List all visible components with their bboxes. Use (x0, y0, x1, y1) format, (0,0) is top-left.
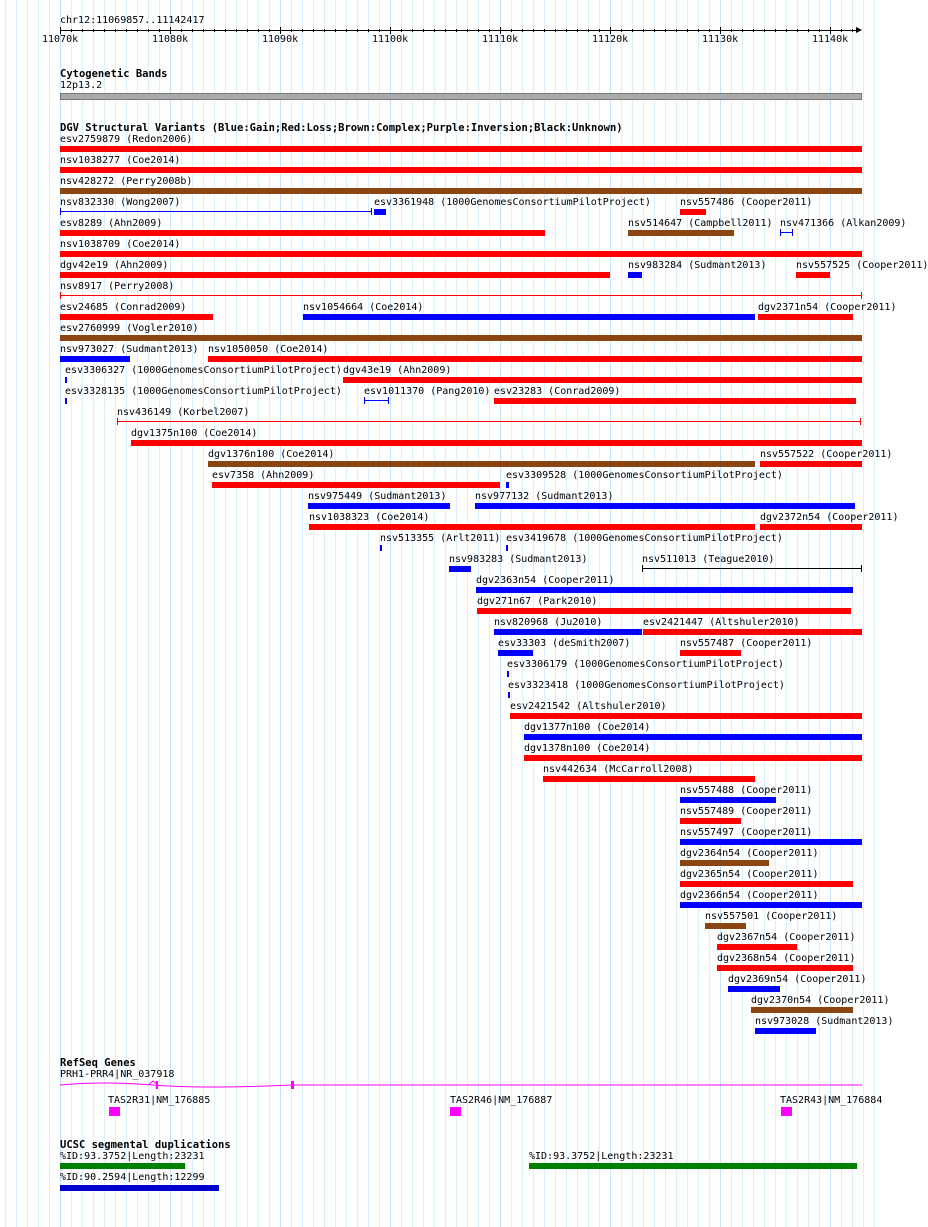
ruler-minor-tick (467, 29, 468, 32)
ruler-minor-tick (181, 29, 182, 32)
variant-label: dgv2370n54 (Cooper2011) (751, 995, 890, 1006)
ruler-minor-tick (247, 29, 248, 32)
variant-label: nsv1038323 (Coe2014) (309, 512, 430, 523)
variant-bar (510, 713, 862, 719)
grid-line (445, 0, 446, 1227)
variant-bar (303, 314, 755, 320)
ruler-minor-tick (368, 29, 369, 32)
variant-label: nsv983284 (Sudmant2013) (628, 260, 767, 271)
ruler-minor-tick (423, 29, 424, 32)
ruler-minor-tick (82, 29, 83, 32)
variant-label: dgv2371n54 (Cooper2011) (758, 302, 897, 313)
variant-label: nsv557488 (Cooper2011) (680, 785, 813, 796)
variant-label: nsv513355 (Arlt2011) (380, 533, 501, 544)
variant-label: nsv557525 (Cooper2011) (796, 260, 928, 271)
variant-bar (680, 818, 741, 824)
variant-label: esv3419678 (1000GenomesConsortiumPilotProject) (506, 533, 783, 544)
ruler-minor-tick (324, 29, 325, 32)
ruler-minor-tick (852, 29, 853, 32)
variant-bar (380, 545, 382, 551)
gene-label-tas2r43: TAS2R43|NM_176884 (780, 1095, 883, 1106)
grid-line (225, 0, 226, 1227)
grid-line (49, 0, 50, 1227)
variant-label: nsv557522 (Cooper2011) (760, 449, 893, 460)
ruler-minor-tick (533, 29, 534, 32)
variant-bar (65, 398, 67, 404)
ruler-minor-tick (786, 29, 787, 32)
variant-bar (117, 421, 861, 422)
ruler-minor-tick (302, 29, 303, 32)
ruler-minor-tick (632, 29, 633, 32)
ruler-tick-label: 11110k (482, 34, 519, 45)
variant-label: esv3328135 (1000GenomesConsortiumPilotProject) (65, 386, 342, 397)
variant-label: esv33303 (deSmith2007) (498, 638, 631, 649)
ruler-minor-tick (621, 29, 622, 32)
variant-label: dgv2372n54 (Cooper2011) (760, 512, 899, 523)
variant-label: dgv2367n54 (Cooper2011) (717, 932, 856, 943)
variant-label: nsv442634 (McCarroll2008) (543, 764, 694, 775)
variant-label: dgv2368n54 (Cooper2011) (717, 953, 856, 964)
ruler-tick (610, 27, 611, 34)
grid-line (27, 0, 28, 1227)
variant-label: esv2759879 (Redon2006) (60, 134, 193, 145)
ruler-minor-tick (335, 29, 336, 32)
ruler-tick-label: 11080k (152, 34, 189, 45)
variant-label: nsv973027 (Sudmant2013) (60, 344, 199, 355)
ruler-minor-tick (126, 29, 127, 32)
ruler-minor-tick (555, 29, 556, 32)
variant-bar (343, 377, 862, 383)
variant-label: nsv8917 (Perry2008) (60, 281, 175, 292)
ruler-tick (60, 27, 61, 34)
ruler-minor-tick (588, 29, 589, 32)
variant-bar (796, 272, 830, 278)
variant-bar (60, 251, 862, 257)
segdup-title: UCSC segmental duplications (60, 1139, 231, 1151)
ruler-minor-tick (412, 29, 413, 32)
ruler-minor-tick (93, 29, 94, 32)
ruler-minor-tick (115, 29, 116, 32)
variant-bar (507, 671, 509, 677)
variant-bar (477, 608, 851, 614)
variant-label: nsv557486 (Cooper2011) (680, 197, 813, 208)
grid-line (258, 0, 259, 1227)
segdup-label: %ID:90.2594|Length:12299 (60, 1172, 205, 1183)
variant-label: esv7358 (Ahn2009) (212, 470, 315, 481)
variant-bar (680, 881, 853, 887)
ruler-tick (830, 27, 831, 34)
segdup-label: %ID:93.3752|Length:23231 (529, 1151, 674, 1162)
ruler-minor-tick (269, 29, 270, 32)
variant-label: nsv1054664 (Coe2014) (303, 302, 424, 313)
variant-bar (628, 272, 642, 278)
variant-bar (628, 230, 734, 236)
variant-label: dgv2366n54 (Cooper2011) (680, 890, 819, 901)
variant-bar (760, 524, 862, 530)
ruler-minor-tick (522, 29, 523, 32)
variant-label: esv2421447 (Altshuler2010) (643, 617, 800, 628)
ruler-minor-tick (225, 29, 226, 32)
ruler-minor-tick (698, 29, 699, 32)
segdup-bar[interactable] (60, 1185, 219, 1191)
variant-label: dgv2363n54 (Cooper2011) (476, 575, 615, 586)
variant-label: dgv42e19 (Ahn2009) (60, 260, 169, 271)
variant-bar (364, 400, 389, 401)
ruler-minor-tick (665, 29, 666, 32)
ruler-tick-label: 11090k (262, 34, 299, 45)
segdup-bar[interactable] (529, 1163, 857, 1169)
ruler-minor-tick (434, 29, 435, 32)
variant-label: dgv1377n100 (Coe2014) (524, 722, 651, 733)
variant-bar (760, 461, 862, 467)
variant-bar (60, 356, 130, 362)
ruler-arrow (856, 27, 862, 33)
variant-bar (208, 461, 755, 467)
ruler-minor-tick (731, 29, 732, 32)
ruler-minor-tick (577, 29, 578, 32)
variant-bar (475, 503, 855, 509)
variant-bar (498, 650, 533, 656)
variant-bar (374, 209, 386, 215)
variant-bar (449, 566, 471, 572)
grid-line (203, 0, 204, 1227)
ruler-minor-tick (742, 29, 743, 32)
ruler-minor-tick (159, 29, 160, 32)
variant-label: nsv1038277 (Coe2014) (60, 155, 181, 166)
grid-line (368, 0, 369, 1227)
variant-label: nsv1038709 (Coe2014) (60, 239, 181, 250)
variant-label: nsv557501 (Cooper2011) (705, 911, 838, 922)
variant-bar (494, 398, 856, 404)
dgv-title: DGV Structural Variants (Blue:Gain;Red:Loss;Brown:Complex;Purple:Inversion;Black:Unknown) (60, 122, 623, 134)
variant-label: nsv471366 (Alkan2009) (780, 218, 907, 229)
variant-label: nsv557497 (Cooper2011) (680, 827, 813, 838)
refseq-title: RefSeq Genes (60, 1057, 136, 1069)
grid-line (852, 0, 853, 1227)
ruler-minor-tick (137, 29, 138, 32)
variant-bar (680, 860, 769, 866)
variant-bar (758, 314, 853, 320)
variant-bar (643, 629, 862, 635)
gene-label-prh1-prr4: PRH1-PRR4|NR_037918 (60, 1069, 175, 1080)
gene-tas2r31[interactable] (109, 1107, 120, 1116)
variant-bar (717, 965, 853, 971)
variant-bar (705, 923, 746, 929)
variant-bar (309, 524, 755, 530)
ruler-tick-label: 11140k (812, 34, 849, 45)
variant-bar (680, 650, 741, 656)
variant-label: esv3323418 (1000GenomesConsortiumPilotProject) (508, 680, 785, 691)
ruler-minor-tick (654, 29, 655, 32)
grid-line (269, 0, 270, 1227)
variant-label: nsv975449 (Sudmant2013) (308, 491, 447, 502)
grid-line (390, 0, 391, 1227)
ruler-minor-tick (236, 29, 237, 32)
variant-bar (60, 211, 372, 212)
region-label: chr12:11069857..11142417 (60, 15, 205, 26)
variant-label: nsv514647 (Campbell2011) (628, 218, 773, 229)
ruler-minor-tick (489, 29, 490, 32)
variant-bar (506, 545, 508, 551)
ruler-minor-tick (401, 29, 402, 32)
ruler-minor-tick (687, 29, 688, 32)
variant-label: esv2421542 (Altshuler2010) (510, 701, 667, 712)
variant-label: nsv820968 (Ju2010) (494, 617, 603, 628)
variant-bar (60, 272, 610, 278)
ruler-minor-tick (71, 29, 72, 32)
variant-label: esv3306327 (1000GenomesConsortiumPilotProject) (65, 365, 342, 376)
grid-line (357, 0, 358, 1227)
ruler-minor-tick (104, 29, 105, 32)
ruler-minor-tick (258, 29, 259, 32)
ruler-tick-label: 11100k (372, 34, 409, 45)
grid-line (401, 0, 402, 1227)
ruler-minor-tick (808, 29, 809, 32)
grid-line (456, 0, 457, 1227)
ruler-minor-tick (346, 29, 347, 32)
gene-prh1-prr4-structure (58, 1078, 864, 1094)
grid-line (302, 0, 303, 1227)
variant-label: nsv436149 (Korbel2007) (117, 407, 250, 418)
ruler-minor-tick (775, 29, 776, 32)
ruler-tick (500, 27, 501, 34)
variant-bar (524, 734, 862, 740)
ruler-minor-tick (478, 29, 479, 32)
grid-line (16, 0, 17, 1227)
ruler-minor-tick (709, 29, 710, 32)
grid-line (434, 0, 435, 1227)
cytoband-label: 12p13.2 (60, 80, 103, 91)
ruler-minor-tick (214, 29, 215, 32)
ruler-minor-tick (456, 29, 457, 32)
cytoband-bar[interactable] (60, 93, 862, 100)
variant-bar (60, 146, 862, 152)
variant-bar (308, 503, 450, 509)
variant-bar (65, 377, 67, 383)
variant-label: esv2760999 (Vogler2010) (60, 323, 199, 334)
ruler-tick-label: 11130k (702, 34, 739, 45)
variant-label: nsv428272 (Perry2008b) (60, 176, 193, 187)
variant-label: nsv511013 (Teague2010) (642, 554, 775, 565)
variant-bar (60, 167, 862, 173)
ruler-tick-label: 11120k (592, 34, 629, 45)
variant-bar (680, 902, 862, 908)
variant-label: dgv43e19 (Ahn2009) (343, 365, 452, 376)
variant-bar (780, 232, 793, 233)
variant-bar (506, 482, 509, 488)
grid-line (346, 0, 347, 1227)
variant-label: nsv973028 (Sudmant2013) (755, 1016, 894, 1027)
grid-line (324, 0, 325, 1227)
ruler-minor-tick (841, 29, 842, 32)
variant-label: dgv271n67 (Park2010) (477, 596, 598, 607)
grid-line (335, 0, 336, 1227)
cytoband-title: Cytogenetic Bands (60, 68, 168, 80)
grid-line (874, 0, 875, 1227)
variant-bar (680, 797, 776, 803)
variant-label: esv3361948 (1000GenomesConsortiumPilotProject) (374, 197, 651, 208)
variant-bar (494, 629, 642, 635)
ruler-minor-tick (599, 29, 600, 32)
ruler-minor-tick (203, 29, 204, 32)
segdup-label: %ID:93.3752|Length:23231 (60, 1151, 205, 1162)
variant-bar (131, 440, 862, 446)
variant-label: nsv977132 (Sudmant2013) (475, 491, 614, 502)
variant-label: esv24685 (Conrad2009) (60, 302, 187, 313)
ruler-minor-tick (544, 29, 545, 32)
variant-label: esv3306179 (1000GenomesConsortiumPilotProject) (507, 659, 784, 670)
grid-line (863, 0, 864, 1227)
grid-line (412, 0, 413, 1227)
grid-line (291, 0, 292, 1227)
variant-label: dgv1375n100 (Coe2014) (131, 428, 258, 439)
variant-bar (60, 295, 862, 296)
ruler-minor-tick (753, 29, 754, 32)
ruler-minor-tick (676, 29, 677, 32)
gene-label-tas2r31: TAS2R31|NM_176885 (108, 1095, 211, 1106)
variant-label: dgv2364n54 (Cooper2011) (680, 848, 819, 859)
grid-line (236, 0, 237, 1227)
grid-line (467, 0, 468, 1227)
gene-tas2r46[interactable] (450, 1107, 461, 1116)
grid-line (5, 0, 6, 1227)
variant-label: nsv557489 (Cooper2011) (680, 806, 813, 817)
grid-line (423, 0, 424, 1227)
variant-bar (476, 587, 853, 593)
variant-label: dgv1376n100 (Coe2014) (208, 449, 335, 460)
ruler-minor-tick (379, 29, 380, 32)
variant-label: nsv1050050 (Coe2014) (208, 344, 329, 355)
variant-bar (212, 482, 500, 488)
grid-line (313, 0, 314, 1227)
grid-line (38, 0, 39, 1227)
variant-bar (751, 1007, 853, 1013)
variant-label: dgv2365n54 (Cooper2011) (680, 869, 819, 880)
ruler-minor-tick (313, 29, 314, 32)
ruler-minor-tick (764, 29, 765, 32)
ruler-tick (280, 27, 281, 34)
variant-label: esv1011370 (Pang2010) (364, 386, 491, 397)
ruler-tick (390, 27, 391, 34)
ruler-tick-label: 11070k (42, 34, 79, 45)
ruler-tick (170, 27, 171, 34)
variant-bar (60, 335, 862, 341)
ruler-minor-tick (643, 29, 644, 32)
grid-line (214, 0, 215, 1227)
segdup-bar[interactable] (60, 1163, 185, 1169)
variant-bar (642, 568, 862, 569)
variant-label: esv8289 (Ahn2009) (60, 218, 163, 229)
variant-bar (755, 1028, 816, 1034)
variant-bar (208, 356, 862, 362)
ruler-minor-tick (819, 29, 820, 32)
ruler-minor-tick (566, 29, 567, 32)
variant-bar (60, 314, 213, 320)
ruler-minor-tick (192, 29, 193, 32)
variant-label: esv23283 (Conrad2009) (494, 386, 621, 397)
variant-label: dgv2369n54 (Cooper2011) (728, 974, 867, 985)
variant-label: esv3309528 (1000GenomesConsortiumPilotProject) (506, 470, 783, 481)
ruler-minor-tick (291, 29, 292, 32)
variant-bar (524, 755, 862, 761)
gene-tas2r43[interactable] (781, 1107, 792, 1116)
variant-bar (60, 188, 862, 194)
variant-bar (543, 776, 755, 782)
gene-label-tas2r46: TAS2R46|NM_176887 (450, 1095, 553, 1106)
ruler-minor-tick (797, 29, 798, 32)
ruler-minor-tick (511, 29, 512, 32)
variant-label: dgv1378n100 (Coe2014) (524, 743, 651, 754)
ruler-minor-tick (148, 29, 149, 32)
ruler-minor-tick (445, 29, 446, 32)
ruler-minor-tick (357, 29, 358, 32)
grid-line (280, 0, 281, 1227)
grid-line (247, 0, 248, 1227)
variant-bar (680, 839, 862, 845)
variant-bar (60, 230, 545, 236)
variant-label: nsv983283 (Sudmant2013) (449, 554, 588, 565)
ruler-tick (720, 27, 721, 34)
grid-line (379, 0, 380, 1227)
ruler-line (60, 30, 860, 31)
variant-label: nsv557487 (Cooper2011) (680, 638, 813, 649)
variant-label: nsv832330 (Wong2007) (60, 197, 181, 208)
variant-bar (680, 209, 706, 215)
variant-bar (717, 944, 797, 950)
variant-bar (508, 692, 510, 698)
variant-bar (728, 986, 780, 992)
